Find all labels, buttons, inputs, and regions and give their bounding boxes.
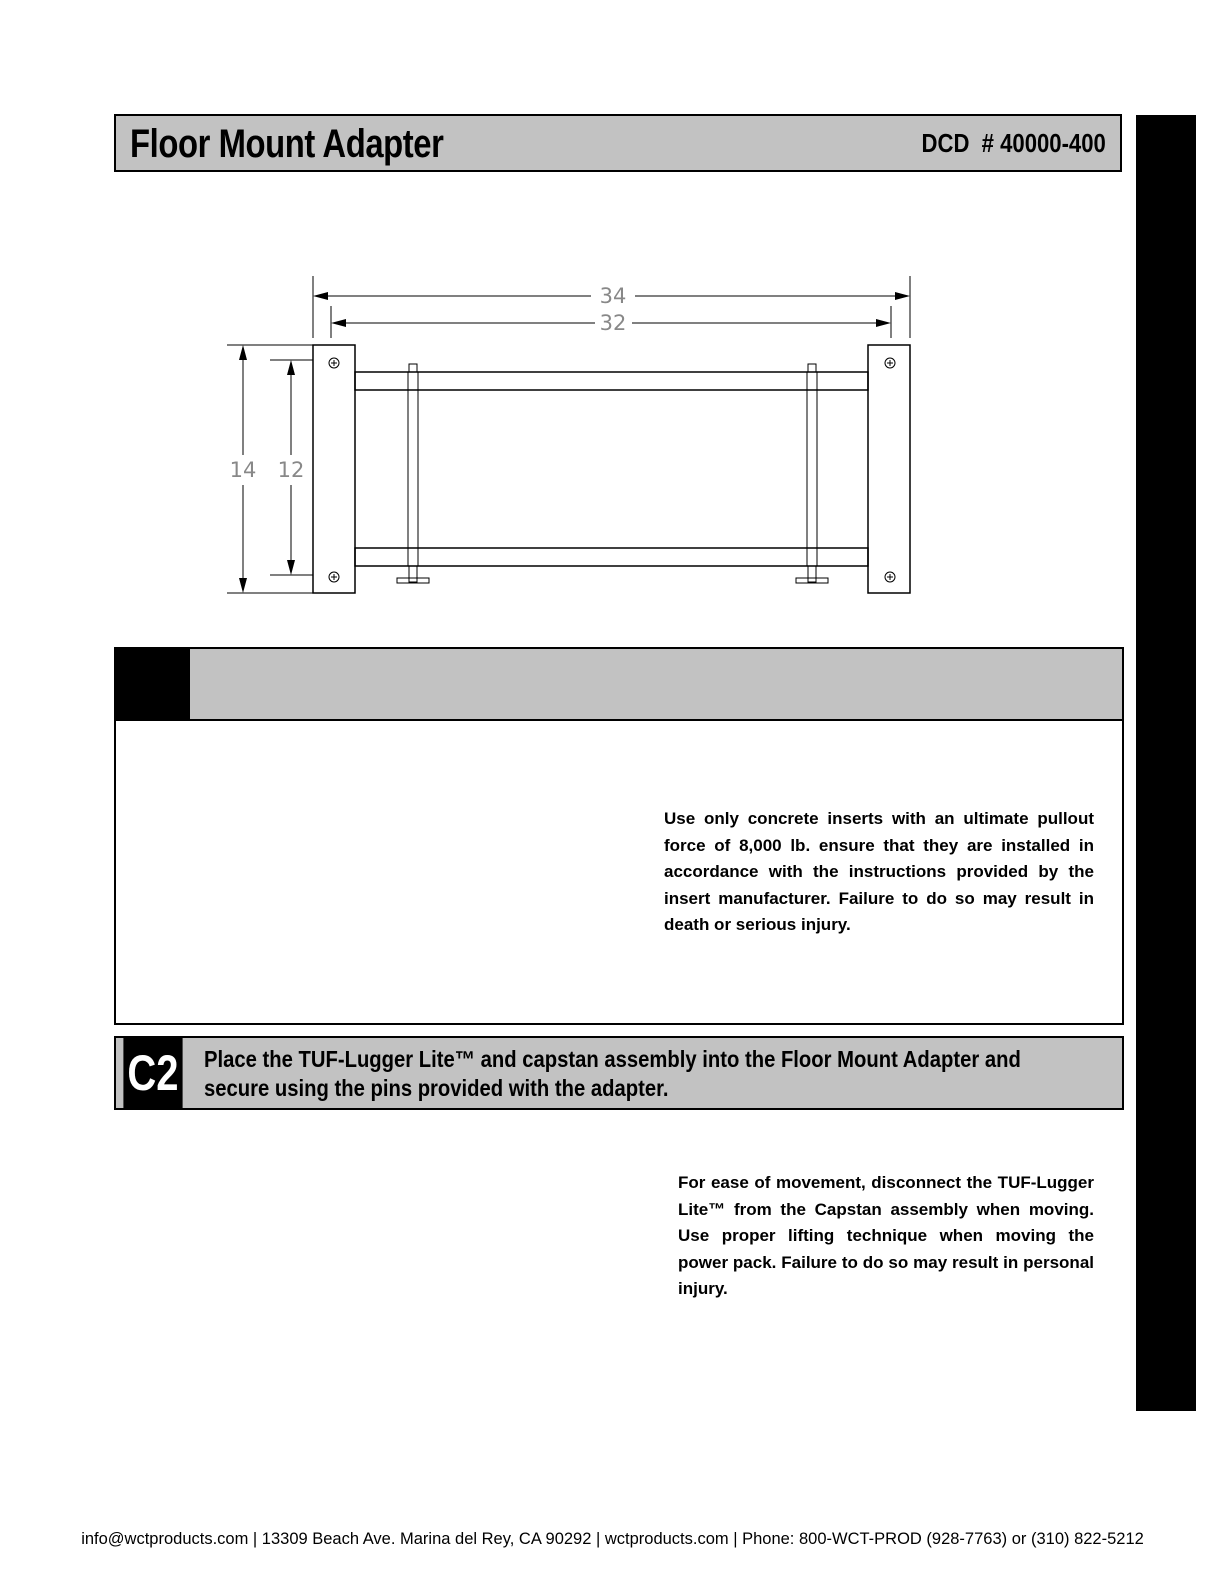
dimension-arrow	[287, 560, 295, 575]
dim-overall-height: 14	[229, 458, 257, 482]
dimension-arrow	[331, 319, 346, 327]
part-number: DCD # 40000-400	[921, 128, 1106, 158]
footer-contact: info@wctproducts.com | 13309 Beach Ave. Marina del Rey, CA 90292 | wctproducts.com | Phone: 800-WCT-PROD (928-7763) or (310) 822-5212	[81, 1530, 1144, 1548]
bottom-rail	[355, 548, 868, 566]
top-rail	[355, 372, 868, 390]
adapter-drawing	[220, 270, 920, 600]
step-2-header	[114, 1036, 1124, 1110]
pin	[409, 566, 417, 582]
title-bar	[114, 114, 1122, 172]
pin	[808, 566, 816, 582]
pin	[808, 364, 816, 372]
section-side-tab	[1136, 115, 1196, 1411]
dim-inner-height: 12	[277, 458, 305, 482]
dimension-arrow	[239, 345, 247, 360]
left-end-plate	[313, 345, 355, 593]
step-2-number: C2	[123, 1038, 182, 1108]
step-2-instruction: Place the TUF-Lugger Lite™ and capstan assembly into the Floor Mount Adapter and secure using the pins provided with the adapter.	[204, 1046, 1021, 1101]
left-upright	[408, 372, 418, 566]
step-2-warning: For ease of movement, disconnect the TUF-Lugger Lite™ from the Capstan assembly when moving. Use proper lifting technique when moving the power pack. Failure to do so may result in personal injury.	[678, 1173, 1094, 1298]
dimension-arrow	[287, 360, 295, 375]
step-1-header	[116, 649, 1122, 721]
pin	[409, 364, 417, 372]
dim-overall-width: 34	[599, 284, 627, 308]
dimension-arrow	[239, 578, 247, 593]
step-1-number-block	[116, 649, 190, 719]
right-end-plate	[868, 345, 910, 593]
dimension-arrow	[876, 319, 891, 327]
page-title: Floor Mount Adapter	[130, 122, 444, 166]
dimension-arrow	[895, 292, 910, 300]
right-upright	[807, 372, 817, 566]
dim-inner-width: 32	[599, 311, 627, 335]
step-1-warning: Use only concrete inserts with an ultimate pullout force of 8,000 lb. ensure that they are installed in accordance with the instructions provided by the insert manufacturer. Failure to do so may result in death or serious injury.	[664, 809, 1094, 934]
dimension-arrow	[313, 292, 328, 300]
